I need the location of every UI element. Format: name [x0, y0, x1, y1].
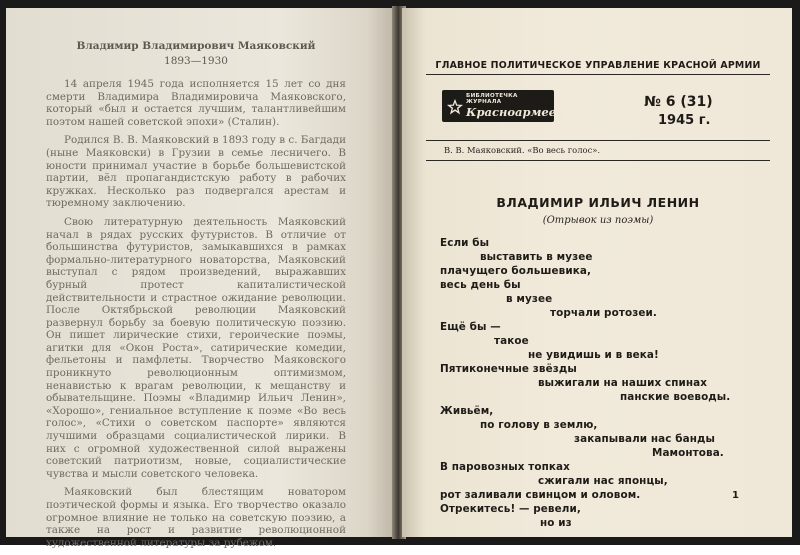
poem-line: Ещё бы —	[440, 321, 501, 333]
poem-line: панские воеводы.	[620, 391, 731, 403]
poem-line: весь день бы	[440, 279, 521, 291]
author-work-line: В. В. Маяковский. «Во весь голос».	[426, 140, 770, 161]
biography-paragraph-2: Родился В. В. Маяковский в 1893 году в с. Багдади (ныне Маяковски) в Грузии в семье лесничего. В юности принимал участие в борьбе большевистской партии, вёл пропагандистскую работу в рабочих кружках. Несколько раз подвергался арестам и тюремному заключению.	[46, 134, 346, 210]
poem-line: торчали ротозеи.	[550, 307, 657, 319]
poem-line: выставить в музее	[480, 251, 593, 263]
poem-line: Живьём,	[440, 405, 494, 417]
right-page	[402, 8, 792, 537]
poem-line: в музее	[506, 293, 553, 305]
poem-line: В паровозных топках	[440, 461, 570, 473]
issue-number: № 6 (31)	[644, 94, 713, 110]
poem-line: плачущего большевика,	[440, 265, 592, 277]
krasnoarmeets-logo	[442, 90, 566, 122]
poem-line: по голову в землю,	[480, 419, 598, 431]
publisher-header: ГЛАВНОЕ ПОЛИТИЧЕСКОЕ УПРАВЛЕНИЕ КРАСНОЙ АРМИИ	[426, 60, 770, 75]
poem-line: такое	[494, 335, 529, 347]
poem-line: Мамонтова.	[652, 447, 724, 459]
poem-line: закапывали нас банды	[574, 433, 715, 445]
poem-line: сжигали нас японцы,	[538, 475, 668, 487]
biography-years: 1893—1930	[164, 55, 228, 67]
logo-series-label: БИБЛИОТЕЧКА ЖУРНАЛА	[466, 93, 518, 106]
poem-line: Отрекитесь! — ревели,	[440, 503, 581, 515]
star-icon	[446, 98, 464, 116]
biography-paragraph-3: Свою литературную деятельность Маяковский начал в рядах русских футуристов. В отличие от большинства футуристов, замыкавшихся в рамках формально-литературного новаторства, Маяковский выступал с рядом произведений, выражавших бурный протест капиталистической действительности и страстное ожидание революции. После Октябрьской революции Маяковский развернул борьбу за боевую политическую поэзию. Он пишет лирические стихи, героические поэмы, агитки для «Окон Роста», сатирические комедии, фельетоны и памфлеты. Творчество Маяковского проникнуто революционным оптимизмом, ненавистью к врагам революции, к мещанству и обывательщине. Поэмы «Владимир Ильич Ленин», «Хорошо», гениальное вступление к поэме «Во весь голос», «Стихи о советском паспорте» являются лучшими образцами социалистической лирики. В них с огромной художественной силой выражены советский патриотизм, новые, социалистические чувства и мысли советского человека.	[46, 215, 346, 480]
poem-line: Пятиконечные звёзды	[440, 363, 577, 375]
issue-year: 1945 г.	[658, 113, 711, 128]
logo-magazine-name: Красноармеец	[466, 105, 566, 119]
poem-line: рот заливали свинцом и оловом.	[440, 489, 641, 501]
page-number: 1	[732, 490, 739, 501]
poem-title: ВЛАДИМИР ИЛЬИЧ ЛЕНИН	[496, 195, 700, 210]
biography-paragraph-4: Маяковский был блестящим новатором поэтической формы и языка. Его творчество оказало огромное влияние не только на советскую поэзию, а также на рост и развитие революционной художественной литературы за рубежом.	[46, 486, 346, 549]
left-page	[6, 8, 398, 549]
poem-line: выжигали на наших спинах	[538, 377, 708, 389]
poem-subtitle: (Отрывок из поэмы)	[542, 215, 654, 226]
poem-line: не увидишь и в века!	[528, 349, 659, 361]
biography-paragraph-1: 14 апреля 1945 года исполняется 15 лет со дня смерти Владимира Владимировича Маяковского, который «был и остается лучшим, талантливейшим поэтом нашей советской эпохи» (Сталин).	[46, 78, 346, 128]
biography-title: Владимир Владимирович Маяковский	[76, 40, 316, 52]
biography-text	[46, 78, 346, 555]
poem-line: но из	[540, 517, 572, 529]
poem-line: Если бы	[440, 237, 490, 249]
